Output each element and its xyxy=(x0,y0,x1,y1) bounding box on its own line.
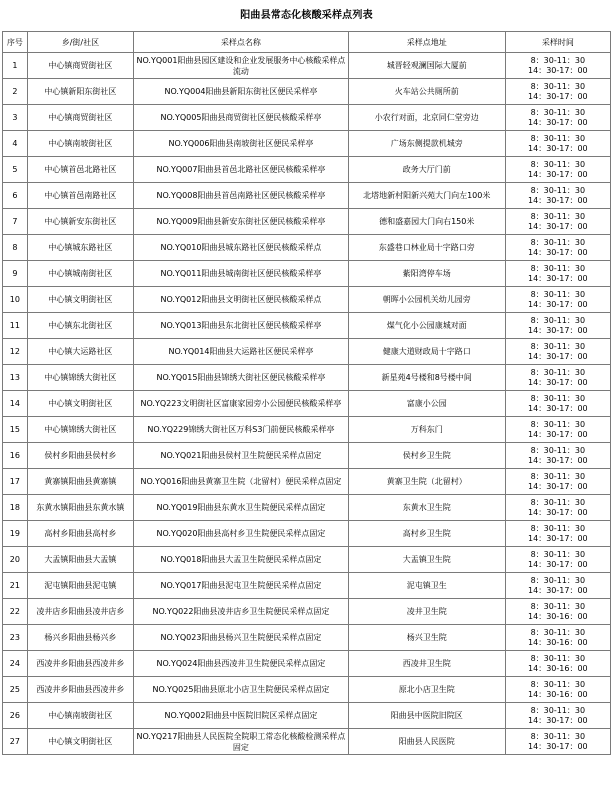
time-afternoon: 14：30-17：00 xyxy=(528,143,588,153)
cell-time xyxy=(505,391,610,417)
cell-address: 北塔地新村阳新兴苑大门向左100米 xyxy=(348,183,505,209)
cell-no: 22 xyxy=(3,599,28,625)
cell-no: 17 xyxy=(3,469,28,495)
cell-name: NO.YQ024阳曲县西凌井卫生院便民采样点固定 xyxy=(134,651,349,677)
cell-name: NO.YQ019阳曲县东黄水卫生院便民采样点固定 xyxy=(134,495,349,521)
cell-address: 阳曲县人民医院 xyxy=(348,729,505,755)
time-afternoon: 14：30-17：00 xyxy=(528,221,588,231)
cell-time xyxy=(505,651,610,677)
cell-time xyxy=(505,547,610,573)
table-row xyxy=(3,521,611,547)
cell-area: 侯村乡阳曲县侯村乡 xyxy=(27,443,133,469)
cell-time xyxy=(505,131,610,157)
cell-no: 15 xyxy=(3,417,28,443)
table-row xyxy=(3,391,611,417)
time-afternoon: 14：30-17：00 xyxy=(528,169,588,179)
cell-time xyxy=(505,443,610,469)
table-row xyxy=(3,547,611,573)
cell-no: 5 xyxy=(3,157,28,183)
cell-no: 20 xyxy=(3,547,28,573)
cell-no: 21 xyxy=(3,573,28,599)
cell-no: 11 xyxy=(3,313,28,339)
cell-area: 中心镇大运路社区 xyxy=(27,339,133,365)
cell-name: NO.YQ025阳曲县原北小店卫生院便民采样点固定 xyxy=(134,677,349,703)
time-morning: 8：30-11：30 xyxy=(530,627,586,637)
cell-area: 中心镇首邑南路社区 xyxy=(27,183,133,209)
time-afternoon: 14：30-17：00 xyxy=(528,65,588,75)
cell-address: 东盛巷口林业局十字路口旁 xyxy=(348,235,505,261)
cell-area: 中心镇新阳东街社区 xyxy=(27,79,133,105)
table-row xyxy=(3,53,611,79)
cell-area: 中心镇南坡街社区 xyxy=(27,703,133,729)
table-row xyxy=(3,209,611,235)
table-body xyxy=(3,53,611,755)
table-row xyxy=(3,79,611,105)
cell-address: 原北小店卫生院 xyxy=(348,677,505,703)
cell-no: 12 xyxy=(3,339,28,365)
time-morning: 8：30-11：30 xyxy=(530,679,586,689)
table-header-row xyxy=(3,32,611,53)
time-morning: 8：30-11：30 xyxy=(530,107,586,117)
cell-name: NO.YQ007阳曲县首邑北路社区便民核酸采样亭 xyxy=(134,157,349,183)
cell-area: 中心镇文明街社区 xyxy=(27,287,133,313)
header-area: 乡/街/社区 xyxy=(27,32,133,53)
cell-address: 紫阳湾停车场 xyxy=(348,261,505,287)
cell-name: NO.YQ002阳曲县中医院旧院区采样点固定 xyxy=(134,703,349,729)
table-row xyxy=(3,703,611,729)
table-row xyxy=(3,183,611,209)
cell-name: NO.YQ013阳曲县东北街社区便民核酸采样亭 xyxy=(134,313,349,339)
cell-no: 16 xyxy=(3,443,28,469)
time-afternoon: 14：30-17：00 xyxy=(528,715,588,725)
time-morning: 8：30-11：30 xyxy=(530,55,586,65)
cell-name: NO.YQ006阳曲县南坡街社区便民采样亭 xyxy=(134,131,349,157)
cell-time xyxy=(505,183,610,209)
time-afternoon: 14：30-17：00 xyxy=(528,533,588,543)
cell-area: 中心镇商贸街社区 xyxy=(27,105,133,131)
cell-name: NO.YQ001阳曲县园区建设和企业发展服务中心核酸采样点流动 xyxy=(134,53,349,79)
cell-name: NO.YQ004阳曲县新阳东街社区便民采样亭 xyxy=(134,79,349,105)
cell-address: 富康小公园 xyxy=(348,391,505,417)
table-row xyxy=(3,157,611,183)
table-row xyxy=(3,261,611,287)
cell-area: 中心镇新安东街社区 xyxy=(27,209,133,235)
time-morning: 8：30-11：30 xyxy=(530,81,586,91)
cell-address: 侯村乡卫生院 xyxy=(348,443,505,469)
cell-area: 中心镇锦绣大街社区 xyxy=(27,365,133,391)
cell-address: 朝晖小公园机关幼儿园旁 xyxy=(348,287,505,313)
cell-area: 东黄水镇阳曲县东黄水镇 xyxy=(27,495,133,521)
cell-address: 新星苑4号楼和8号楼中间 xyxy=(348,365,505,391)
cell-time xyxy=(505,495,610,521)
time-morning: 8：30-11：30 xyxy=(530,315,586,325)
cell-name: NO.YQ015阳曲县锦绣大街社区便民核酸采样亭 xyxy=(134,365,349,391)
cell-name: NO.YQ005阳曲县商贸街社区便民核酸采样亭 xyxy=(134,105,349,131)
cell-time xyxy=(505,573,610,599)
time-afternoon: 14：30-16：00 xyxy=(528,611,588,621)
cell-time xyxy=(505,79,610,105)
cell-no: 26 xyxy=(3,703,28,729)
time-afternoon: 14：30-17：00 xyxy=(528,455,588,465)
header-time: 采样时间 xyxy=(505,32,610,53)
cell-area: 杨兴乡阳曲县杨兴乡 xyxy=(27,625,133,651)
cell-name: NO.YQ223文明街社区富康家园旁小公园便民核酸采样亭 xyxy=(134,391,349,417)
cell-no: 10 xyxy=(3,287,28,313)
cell-no: 4 xyxy=(3,131,28,157)
cell-time xyxy=(505,53,610,79)
cell-area: 中心镇首邑北路社区 xyxy=(27,157,133,183)
cell-name: NO.YQ010阳曲县城东路社区便民核酸采样点 xyxy=(134,235,349,261)
time-morning: 8：30-11：30 xyxy=(530,185,586,195)
time-morning: 8：30-11：30 xyxy=(530,523,586,533)
table-row xyxy=(3,443,611,469)
time-afternoon: 14：30-17：00 xyxy=(528,559,588,569)
cell-time xyxy=(505,313,610,339)
cell-address: 泥屯镇卫生 xyxy=(348,573,505,599)
cell-address: 城晋轻观澜国际大厦前 xyxy=(348,53,505,79)
cell-area: 大盂镇阳曲县大盂镇 xyxy=(27,547,133,573)
cell-no: 24 xyxy=(3,651,28,677)
cell-area: 中心镇文明街社区 xyxy=(27,729,133,755)
cell-area: 中心镇城东路社区 xyxy=(27,235,133,261)
cell-address: 阳曲县中医院旧院区 xyxy=(348,703,505,729)
cell-time xyxy=(505,677,610,703)
document-title: 阳曲县常态化核酸采样点列表 xyxy=(240,10,373,21)
table-row xyxy=(3,469,611,495)
table-row xyxy=(3,131,611,157)
time-afternoon: 14：30-17：00 xyxy=(528,403,588,413)
cell-no: 3 xyxy=(3,105,28,131)
time-afternoon: 14：30-17：00 xyxy=(528,429,588,439)
cell-name: NO.YQ014阳曲县大运路社区便民采样亭 xyxy=(134,339,349,365)
cell-area: 西凌井乡阳曲县西凌井乡 xyxy=(27,677,133,703)
cell-time xyxy=(505,339,610,365)
table-row xyxy=(3,365,611,391)
cell-time xyxy=(505,625,610,651)
table-row xyxy=(3,235,611,261)
cell-area: 中心镇城南街社区 xyxy=(27,261,133,287)
time-morning: 8：30-11：30 xyxy=(530,575,586,585)
cell-area: 中心镇东北街社区 xyxy=(27,313,133,339)
time-morning: 8：30-11：30 xyxy=(530,133,586,143)
time-morning: 8：30-11：30 xyxy=(530,419,586,429)
cell-area: 泥屯镇阳曲县泥屯镇 xyxy=(27,573,133,599)
time-afternoon: 14：30-16：00 xyxy=(528,637,588,647)
cell-address: 高村乡卫生院 xyxy=(348,521,505,547)
cell-area: 中心镇锦绣大街社区 xyxy=(27,417,133,443)
time-morning: 8：30-11：30 xyxy=(530,237,586,247)
cell-address: 万科东门 xyxy=(348,417,505,443)
time-afternoon: 14：30-16：00 xyxy=(528,663,588,673)
cell-no: 8 xyxy=(3,235,28,261)
cell-no: 9 xyxy=(3,261,28,287)
time-afternoon: 14：30-17：00 xyxy=(528,377,588,387)
cell-area: 高村乡阳曲县高村乡 xyxy=(27,521,133,547)
cell-address: 大盂镇卫生院 xyxy=(348,547,505,573)
cell-time xyxy=(505,209,610,235)
cell-name: NO.YQ008阳曲县首邑南路社区便民核酸采样亭 xyxy=(134,183,349,209)
time-afternoon: 14：30-17：00 xyxy=(528,299,588,309)
time-morning: 8：30-11：30 xyxy=(530,549,586,559)
table-row xyxy=(3,651,611,677)
time-morning: 8：30-11：30 xyxy=(530,471,586,481)
time-morning: 8：30-11：30 xyxy=(530,211,586,221)
cell-time xyxy=(505,521,610,547)
cell-name: NO.YQ023阳曲县杨兴卫生院便民采样点固定 xyxy=(134,625,349,651)
time-afternoon: 14：30-17：00 xyxy=(528,481,588,491)
time-morning: 8：30-11：30 xyxy=(530,601,586,611)
cell-address: 东黄水卫生院 xyxy=(348,495,505,521)
cell-area: 黄寨镇阳曲县黄寨镇 xyxy=(27,469,133,495)
table-row xyxy=(3,625,611,651)
cell-address: 广场东侧提款机城旁 xyxy=(348,131,505,157)
table-row xyxy=(3,287,611,313)
time-afternoon: 14：30-17：00 xyxy=(528,91,588,101)
table-row xyxy=(3,313,611,339)
time-morning: 8：30-11：30 xyxy=(530,159,586,169)
cell-address: 政务大厅门前 xyxy=(348,157,505,183)
cell-no: 7 xyxy=(3,209,28,235)
header-address: 采样点地址 xyxy=(348,32,505,53)
cell-no: 27 xyxy=(3,729,28,755)
table-row xyxy=(3,417,611,443)
time-morning: 8：30-11：30 xyxy=(530,497,586,507)
table-row xyxy=(3,105,611,131)
cell-time xyxy=(505,261,610,287)
cell-time xyxy=(505,105,610,131)
time-morning: 8：30-11：30 xyxy=(530,653,586,663)
cell-no: 13 xyxy=(3,365,28,391)
cell-time xyxy=(505,599,610,625)
time-morning: 8：30-11：30 xyxy=(530,289,586,299)
table-row xyxy=(3,573,611,599)
time-afternoon: 14：30-17：00 xyxy=(528,117,588,127)
header-no: 序号 xyxy=(3,32,28,53)
time-morning: 8：30-11：30 xyxy=(530,393,586,403)
time-afternoon: 14：30-17：00 xyxy=(528,325,588,335)
cell-address: 黄寨卫生院（北留村） xyxy=(348,469,505,495)
cell-no: 18 xyxy=(3,495,28,521)
cell-time xyxy=(505,157,610,183)
cell-address: 西凌井卫生院 xyxy=(348,651,505,677)
cell-no: 1 xyxy=(3,53,28,79)
cell-name: NO.YQ229锦绣大街社区万科S3门前便民核酸采样亭 xyxy=(134,417,349,443)
table-row xyxy=(3,599,611,625)
cell-name: NO.YQ217阳曲县人民医院全院职工常态化核酸检测采样点固定 xyxy=(134,729,349,755)
time-morning: 8：30-11：30 xyxy=(530,367,586,377)
cell-name: NO.YQ021阳曲县侯村卫生院便民采样点固定 xyxy=(134,443,349,469)
cell-time xyxy=(505,417,610,443)
cell-address: 健康大道财政局十字路口 xyxy=(348,339,505,365)
cell-time xyxy=(505,235,610,261)
time-afternoon: 14：30-17：00 xyxy=(528,507,588,517)
cell-name: NO.YQ018阳曲县大盂卫生院便民采样点固定 xyxy=(134,547,349,573)
cell-name: NO.YQ020阳曲县高村乡卫生院便民采样点固定 xyxy=(134,521,349,547)
cell-area: 凌井店乡阳曲县凌井店乡 xyxy=(27,599,133,625)
cell-no: 25 xyxy=(3,677,28,703)
cell-no: 14 xyxy=(3,391,28,417)
time-afternoon: 14：30-17：00 xyxy=(528,351,588,361)
table-row xyxy=(3,339,611,365)
table-row xyxy=(3,495,611,521)
cell-time xyxy=(505,729,610,755)
cell-area: 中心镇南坡街社区 xyxy=(27,131,133,157)
cell-no: 19 xyxy=(3,521,28,547)
time-morning: 8：30-11：30 xyxy=(530,445,586,455)
cell-name: NO.YQ011阳曲县城南街社区便民核酸采样亭 xyxy=(134,261,349,287)
cell-time xyxy=(505,287,610,313)
time-morning: 8：30-11：30 xyxy=(530,705,586,715)
cell-time xyxy=(505,703,610,729)
time-afternoon: 14：30-17：00 xyxy=(528,195,588,205)
cell-no: 6 xyxy=(3,183,28,209)
cell-name: NO.YQ012阳曲县文明街社区便民核酸采样点 xyxy=(134,287,349,313)
cell-address: 德和盛嘉园大门向右150米 xyxy=(348,209,505,235)
time-afternoon: 14：30-17：00 xyxy=(528,741,588,751)
cell-area: 中心镇文明街社区 xyxy=(27,391,133,417)
time-morning: 8：30-11：30 xyxy=(530,263,586,273)
cell-address: 杨兴卫生院 xyxy=(348,625,505,651)
cell-time xyxy=(505,469,610,495)
cell-address: 小农行对面，北京同仁堂旁边 xyxy=(348,105,505,131)
cell-name: NO.YQ009阳曲县新安东街社区便民核酸采样亭 xyxy=(134,209,349,235)
cell-no: 23 xyxy=(3,625,28,651)
time-morning: 8：30-11：30 xyxy=(530,341,586,351)
time-afternoon: 14：30-16：00 xyxy=(528,689,588,699)
time-morning: 8：30-11：30 xyxy=(530,731,586,741)
cell-no: 2 xyxy=(3,79,28,105)
cell-name: NO.YQ017阳曲县泥屯卫生院便民采样点固定 xyxy=(134,573,349,599)
table-row xyxy=(3,677,611,703)
table-row xyxy=(3,729,611,755)
cell-area: 西凌井乡阳曲县西凌井乡 xyxy=(27,651,133,677)
sampling-points-table xyxy=(2,31,611,755)
time-afternoon: 14：30-17：00 xyxy=(528,585,588,595)
time-afternoon: 14：30-17：00 xyxy=(528,273,588,283)
cell-address: 凌井卫生院 xyxy=(348,599,505,625)
cell-address: 煤气化小公园康城对面 xyxy=(348,313,505,339)
cell-area: 中心镇商贸街社区 xyxy=(27,53,133,79)
cell-name: NO.YQ016阳曲县黄寨卫生院（北留村）便民采样点固定 xyxy=(134,469,349,495)
time-afternoon: 14：30-17：00 xyxy=(528,247,588,257)
cell-time xyxy=(505,365,610,391)
cell-address: 火车站公共厕所前 xyxy=(348,79,505,105)
header-name: 采样点名称 xyxy=(134,32,349,53)
cell-name: NO.YQ022阳曲县凌井店乡卫生院便民采样点固定 xyxy=(134,599,349,625)
